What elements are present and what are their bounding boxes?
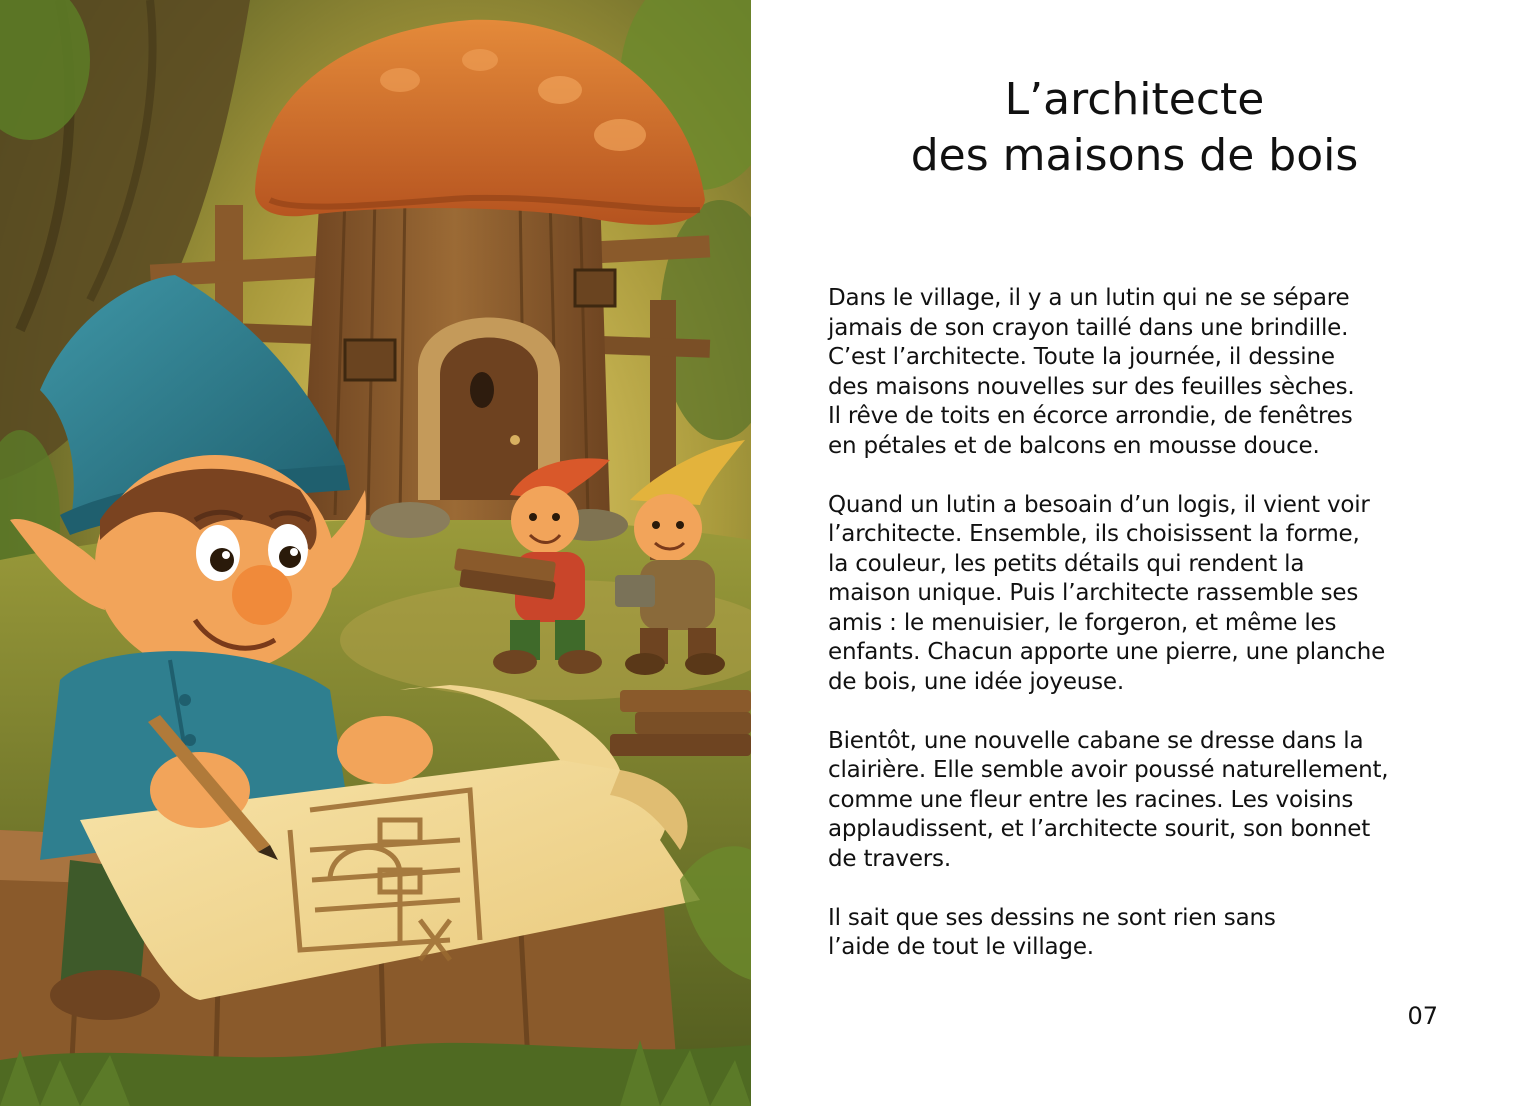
text-line: C’est l’architecte. Toute la journée, il dessine <box>828 344 1335 370</box>
text-line: de bois, une idée joyeuse. <box>828 668 1124 695</box>
paragraph <box>828 727 1468 875</box>
text-line: comme une fleur entre les racines. Les voisins <box>828 786 1354 813</box>
text-line: clairière. Elle semble avoir poussé naturellement, <box>828 757 1389 783</box>
text-line: maison unique. Puis l’architecte rassemble ses <box>828 580 1359 606</box>
text-line: Bientôt, une nouvelle cabane se dresse dans la <box>828 727 1364 754</box>
story-title-line-2: des maisons de bois <box>910 130 1359 181</box>
story-body <box>828 284 1468 992</box>
text-line: la couleur, les petits détails qui rendent la <box>828 550 1305 577</box>
text-line: l’architecte. Ensemble, ils choisissent la forme, <box>828 521 1360 547</box>
text-line: Quand un lutin a besoain d’un logis, il vient voir <box>828 491 1370 518</box>
gnome-architect-illustration <box>0 0 751 1106</box>
page-number: 07 <box>1407 1002 1438 1030</box>
paragraph <box>828 491 1468 698</box>
text-line: applaudissent, et l’architecte sourit, son bonnet <box>828 816 1371 842</box>
text-line: Il rêve de toits en écorce arrondie, de fenêtres <box>828 403 1353 429</box>
text-line: des maisons nouvelles sur des feuilles sèches. <box>828 373 1355 400</box>
text-line: enfants. Chacun apporte une pierre, une planche <box>828 639 1386 665</box>
text-line: de travers. <box>828 845 951 872</box>
text-page <box>751 0 1518 1106</box>
text-line: Dans le village, il y a un lutin qui ne se sépare <box>828 285 1350 311</box>
text-line: jamais de son crayon taillé dans une brindille. <box>828 314 1349 341</box>
story-title <box>751 72 1518 184</box>
story-title-line-1: L’architecte <box>1004 74 1265 125</box>
paragraph <box>828 284 1468 461</box>
text-line: Il sait que ses dessins ne sont rien sans <box>828 904 1276 931</box>
paragraph <box>828 904 1468 963</box>
text-line: l’aide de tout le village. <box>828 934 1094 960</box>
illustration-panel <box>0 0 751 1106</box>
text-line: en pétales et de balcons en mousse douce. <box>828 432 1320 459</box>
text-line: amis : le menuisier, le forgeron, et même les <box>828 609 1337 636</box>
